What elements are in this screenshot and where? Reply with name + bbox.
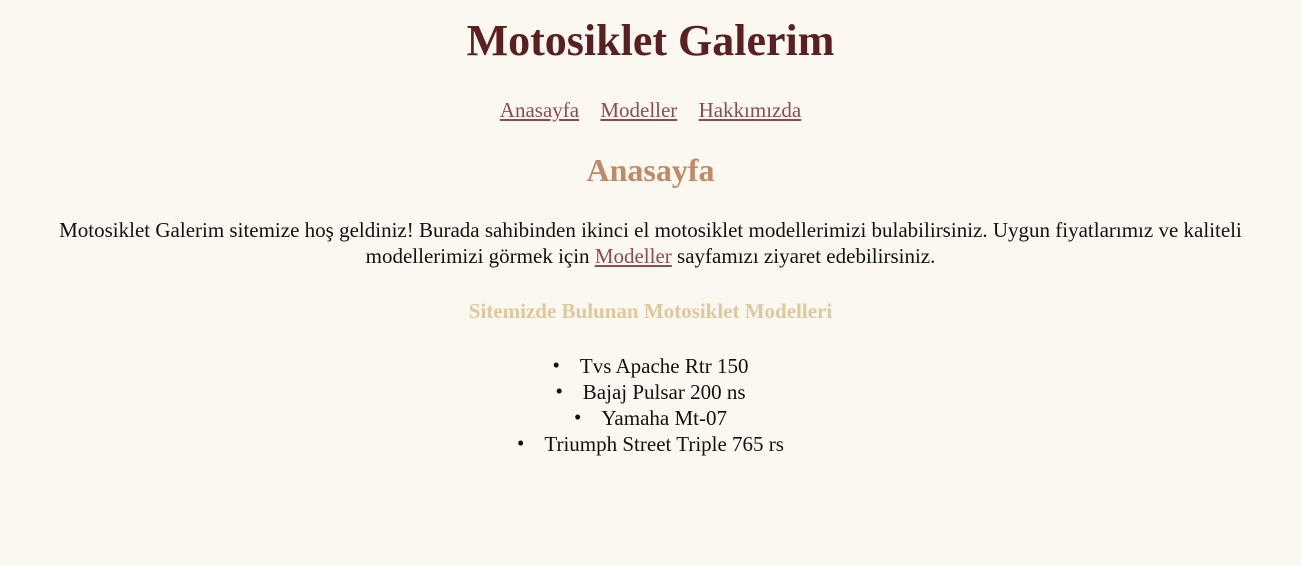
- list-item: [0, 379, 1301, 405]
- list-item: [0, 353, 1301, 379]
- page-heading: Anasayfa: [586, 152, 715, 188]
- model-name: Tvs Apache Rtr 150: [579, 354, 749, 378]
- main-nav: [0, 98, 1301, 122]
- models-list: [0, 353, 1301, 457]
- nav-link-modeller[interactable]: Modeller: [600, 98, 678, 122]
- model-name: Yamaha Mt-07: [601, 406, 727, 430]
- intro-modeller-link[interactable]: Modeller: [594, 244, 672, 268]
- list-item: [0, 405, 1301, 431]
- intro-text-end: sayfamızı ziyaret edebilirsiniz.: [671, 244, 936, 268]
- nav-link-anasayfa[interactable]: Anasayfa: [499, 98, 580, 122]
- models-subheading: Sitemizde Bulunan Motosiklet Modelleri: [468, 299, 833, 323]
- model-name: Triumph Street Triple 765 rs: [544, 432, 784, 456]
- intro-text-start: Motosiklet Galerim sitemize hoş geldiniz! Burada sahibinden ikinci el motosiklet modellerimizi bulabilirsiniz. Uygun fiyatlarımız ve kaliteli modellerimizi görmek için: [59, 218, 1242, 268]
- intro-paragraph: [28, 217, 1273, 269]
- list-item: [0, 431, 1301, 457]
- nav-link-hakkimizda[interactable]: Hakkımızda: [698, 98, 802, 122]
- model-name: Bajaj Pulsar 200 ns: [582, 380, 746, 404]
- bullet-icon: •: [574, 405, 582, 429]
- site-title: Motosiklet Galerim: [466, 16, 835, 65]
- bullet-icon: •: [517, 431, 525, 455]
- bullet-icon: •: [552, 353, 560, 377]
- bullet-icon: •: [555, 379, 563, 403]
